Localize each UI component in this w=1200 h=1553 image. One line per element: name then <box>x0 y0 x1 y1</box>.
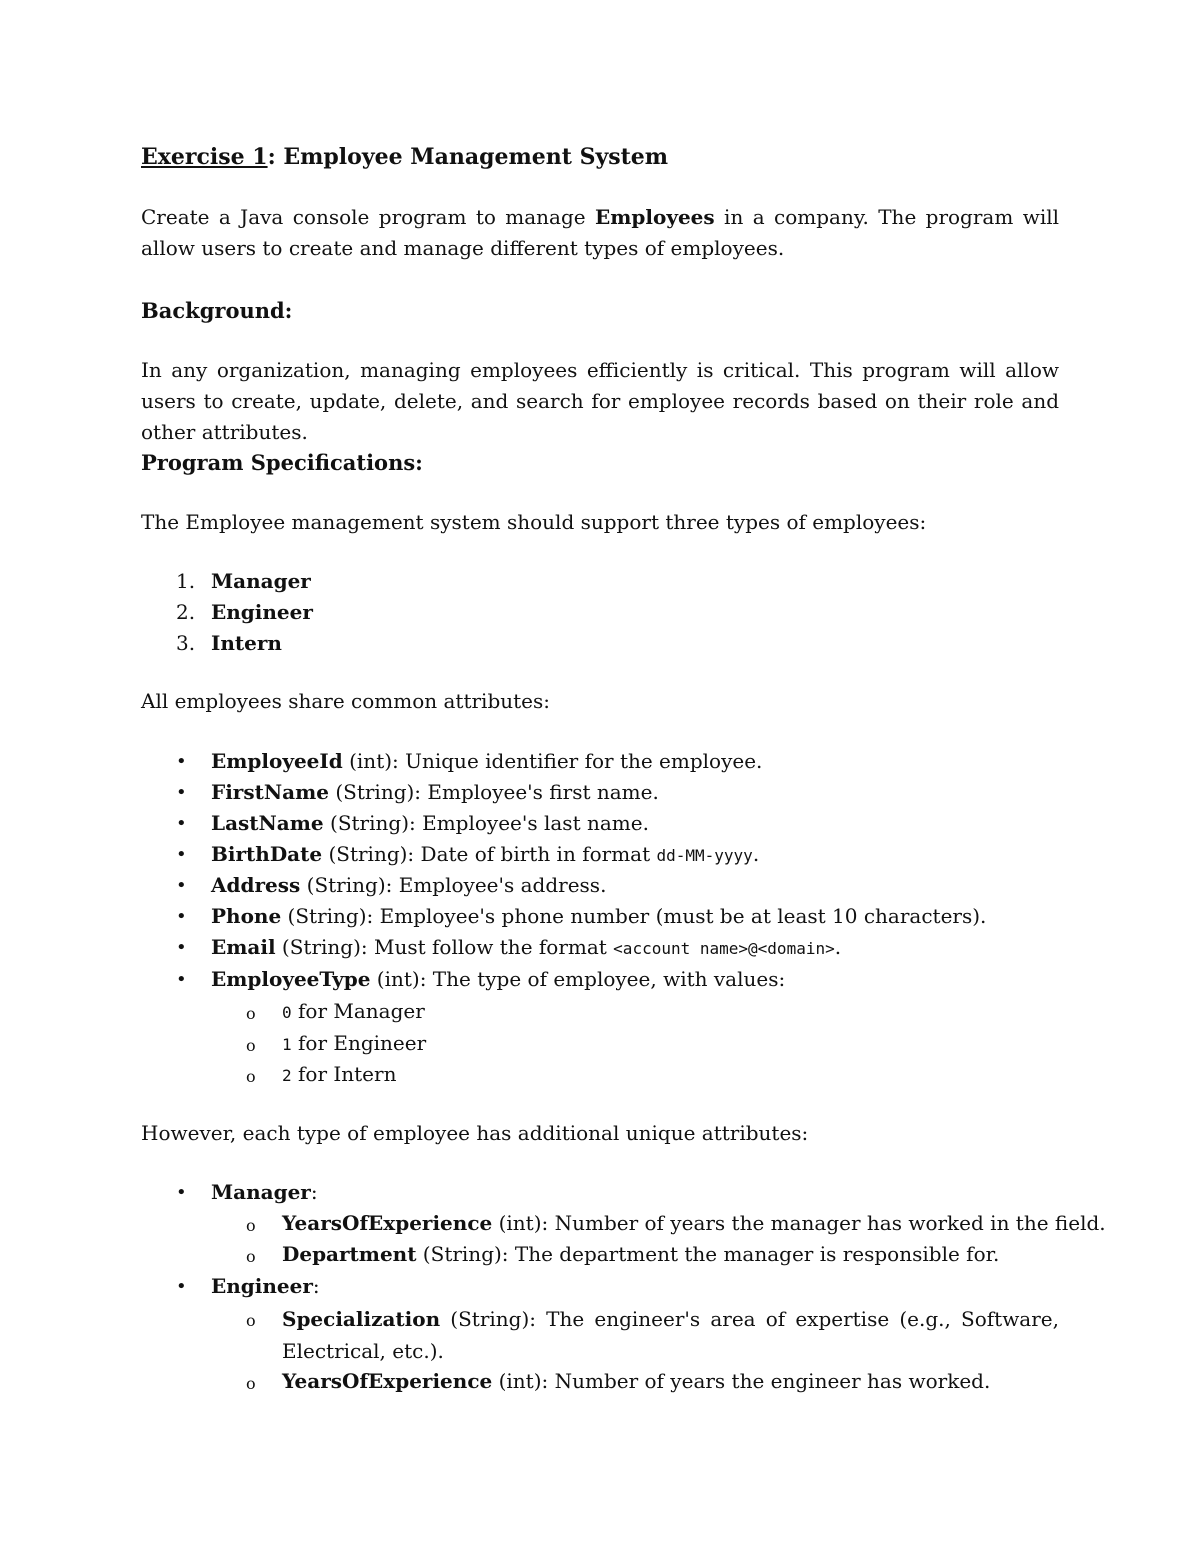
sub-bullet-icon: o <box>246 1036 256 1055</box>
background-paragraph: In any organization, managing employees efficiently is critical. This program will allow users to create, update, delete, and search for employee records based on their role and other attributes. <box>141 358 1059 444</box>
background-heading: Background: <box>141 298 293 323</box>
sub-bullet-icon: o <box>246 1247 256 1266</box>
unique-attributes-intro: However, each type of employee has additional unique attributes: <box>141 1121 809 1145</box>
sub-bullet-icon: o <box>246 1004 256 1023</box>
sub-bullet-icon: o <box>246 1216 256 1235</box>
sub-bullet-icon: o <box>246 1374 256 1393</box>
bullet-icon: • <box>176 1276 187 1297</box>
sub-bullet-icon: o <box>246 1311 256 1330</box>
intro-bold: Employees <box>595 205 715 229</box>
exercise-title-text: : Employee Management System <box>267 144 669 170</box>
bullet-icon: • <box>176 875 187 896</box>
bullet-icon: • <box>176 844 187 865</box>
bullet-icon: • <box>176 751 187 772</box>
bullet-icon: • <box>176 1182 187 1203</box>
specs-intro: The Employee management system should support three types of employees: <box>141 510 927 534</box>
bullet-icon: • <box>176 782 187 803</box>
bullet-icon: • <box>176 937 187 958</box>
bullet-icon: • <box>176 813 187 834</box>
exercise-title <box>141 142 668 173</box>
sub-bullet-icon: o <box>246 1067 256 1086</box>
bullet-icon: • <box>176 906 187 927</box>
exercise-label: Exercise 1 <box>141 144 268 170</box>
specs-heading: Program Specifications: <box>141 450 423 475</box>
intro-paragraph <box>141 202 1059 264</box>
common-attributes-intro: All employees share common attributes: <box>141 689 551 713</box>
intro-text-2: in a company. The program will allow users to create and manage different types of employees. <box>141 205 1060 260</box>
intro-text-1: Create a Java console program to manage <box>141 205 595 229</box>
document-page: Exercise 1: Employee Management System Create a Java console program to manage Employees in a company. The program will allow users to create and manage different types of employees. Background: In any organization, managing employees efficiently is critical. This program will allow users to create, update, delete, and search for employee records based on their role and other attributes. Program Specifications: The Employee management system should support three types of employees: 1. Manager 2. Engineer 3. Intern All employees share common attributes: • EmployeeId (int): Unique identifier for the employee. • FirstName (String): Employee's first name. • LastName (String): Employee's last name. • BirthDate (String): Date of birth in format dd-MM-yyyy. • Address (String): Employee's address. • Phone (String): Employee's phone number (must be at least 10 characters). • Email (String): Must follow the format <account name>@<domain>. • EmployeeType (int): The type of employee, with values: o 0 for Manager o 1 for Engineer o 2 for Intern However, each type of employee has additional unique attributes: • Manager: o YearsOfExperience (int): Number of years the manager has worked in the field. o Department (String): The department the manager is responsible for. • Engineer: o Specialization (String): The engineer's area of expertise (e.g., Software, Electrical, etc.). o YearsOfExperience (int): Number of years the engineer has worked. <box>0 0 1200 1553</box>
bullet-icon: • <box>176 969 187 990</box>
